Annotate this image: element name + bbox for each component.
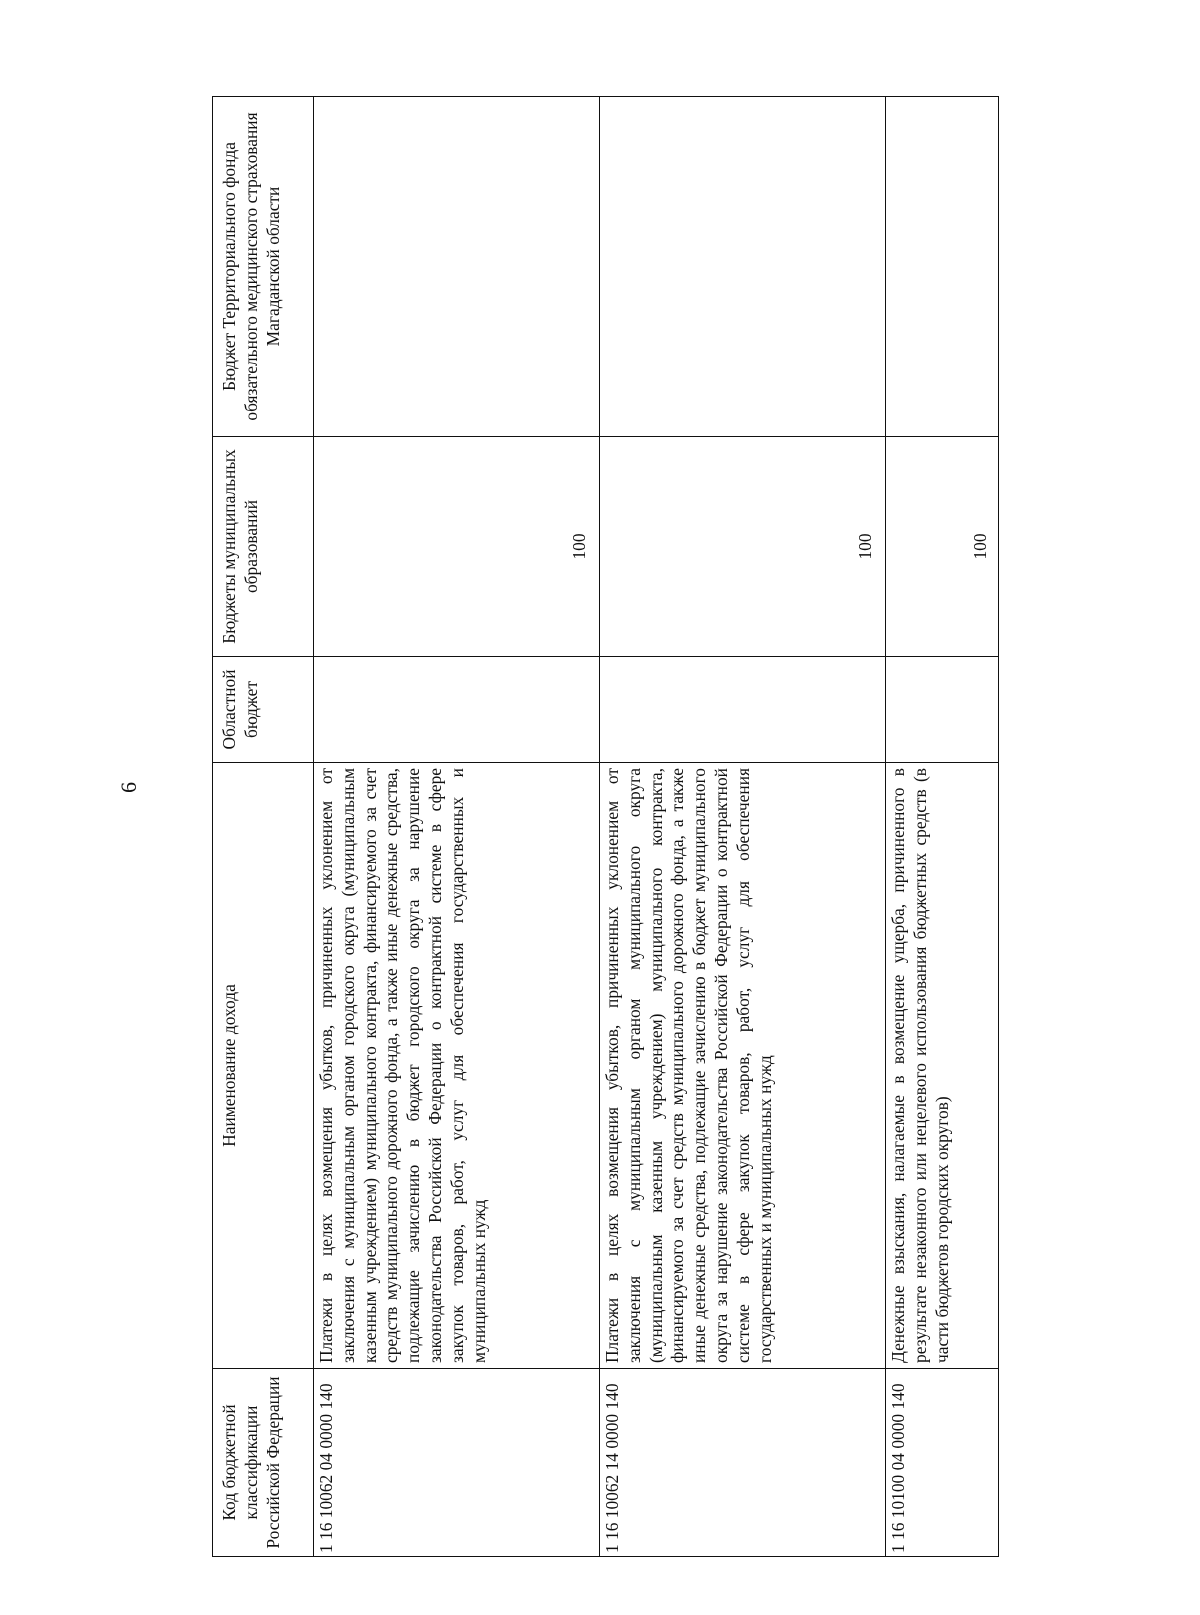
header-code: Код бюджетной классификации Российской Федерации [213, 1369, 314, 1557]
table-row [314, 97, 600, 1557]
header-name: Наименование дохода [213, 763, 314, 1369]
cell-code: 1 16 10100 04 0000 140 [886, 1369, 999, 1557]
cell-name: Платежи в целях возмещения убытков, причиненных уклонением от заключения с муниципальным органом муниципального округа (муниципальным казенным учреждением) муниципального контракта, финансируемого за счет средств муниципального дорожного фонда, а также иные денежные средства, подлежащие зачислению в бюджет муниципального округа за нарушение законодательства Российской Федерации о контрактной системе в сфере закупок товаров, работ, услуг для обеспечения государственных и муниципальных нужд [600, 763, 886, 1369]
cell-tfoms [600, 97, 886, 437]
cell-municipal: 100 [600, 437, 886, 657]
cell-tfoms [314, 97, 600, 437]
cell-regional [600, 657, 886, 763]
cell-regional [314, 657, 600, 763]
cell-regional [886, 657, 999, 763]
page-number: 6 [116, 782, 141, 793]
rotated-table-wrapper [212, 97, 998, 1557]
cell-municipal: 100 [886, 437, 999, 657]
cell-code: 1 16 10062 14 0000 140 [600, 1369, 886, 1557]
cell-municipal: 100 [314, 437, 600, 657]
table-row [886, 97, 999, 1557]
cell-name: Платежи в целях возмещения убытков, причиненных уклонением от заключения с муниципальным органом городского округа (муниципальным казенным учреждением) муниципального контракта, финансируемого за счет средств муниципального дорожного фонда, а также иные денежные средства, подлежащие зачислению в бюджет городского округа за нарушение законодательства Российской Федерации о контрактной системе в сфере закупок товаров, работ, услуг для обеспечения государственных и муниципальных нужд [314, 763, 600, 1369]
header-tfoms-budget: Бюджет Территориального фонда обязательного медицинского страхования Магаданской области [213, 97, 314, 437]
table-row [600, 97, 886, 1557]
cell-code: 1 16 10062 04 0000 140 [314, 1369, 600, 1557]
revenue-distribution-table [212, 96, 999, 1557]
cell-tfoms [886, 97, 999, 437]
table-header-row [213, 97, 314, 1557]
header-regional-budget: Областной бюджет [213, 657, 314, 763]
header-municipal-budgets: Бюджеты муниципальных образований [213, 437, 314, 657]
cell-name: Денежные взыскания, налагаемые в возмещение ущерба, причиненного в результате незаконного или нецелевого использования бюджетных средств (в части бюджетов городских округов) [886, 763, 999, 1369]
